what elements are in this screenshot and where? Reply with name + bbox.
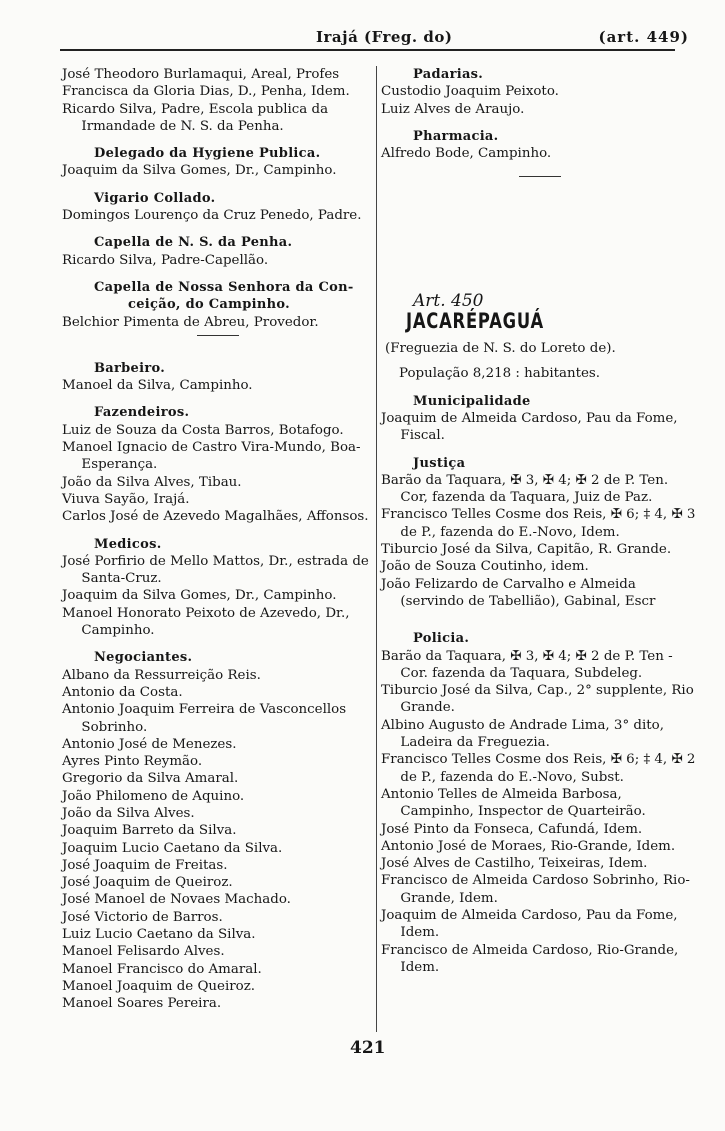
section-heading: Barbeiro. <box>94 360 166 376</box>
entry: João de Souza Coutinho, idem. <box>381 559 589 575</box>
article-label: Art. 450 <box>413 291 484 312</box>
entry: Manoel Soares Pereira. <box>62 996 222 1012</box>
entry: Francisco Telles Cosme dos Reis, ✠ 6; ‡ 4, ✠ 2 de P., fazenda do E.-Novo, Subst. <box>381 752 696 785</box>
entry: Tiburcio José da Silva, Cap., 2° supplente, Rio Grande. <box>381 683 694 716</box>
entry: Barão da Taquara, ✠ 3, ✠ 4; ✠ 2 de P. Ten -Cor. fazenda da Taquara, Subdeleg. <box>381 648 673 681</box>
vigario-entries <box>62 207 374 224</box>
right-column <box>381 66 699 976</box>
population: População 8,218 : habitantes. <box>399 366 601 382</box>
section-heading: Medicos. <box>94 536 162 552</box>
section-heading: Fazendeiros. <box>94 405 190 421</box>
entry: Francisca da Gloria Dias, D., Penha, Idem. <box>62 84 350 100</box>
section-heading: Justiça <box>413 455 466 471</box>
entry: João Felizardo de Carvalho e Almeida (servindo de Tabellião), Gabinal, Escr <box>381 576 656 609</box>
section-rule <box>519 176 561 177</box>
entry: Joaquim da Silva Gomes, Dr., Campinho. <box>62 588 337 604</box>
medicos-entries <box>62 553 374 639</box>
entry: Antonio José de Moraes, Rio-Grande, Idem. <box>381 838 676 854</box>
section-heading: Municipalidade <box>413 393 531 409</box>
entry: Manoel Joaquim de Queiroz. <box>62 978 256 994</box>
header-article-number: (art. 449) <box>598 28 689 46</box>
entry: Antonio José de Menezes. <box>62 736 237 752</box>
capella-conceicao-entries <box>62 314 374 331</box>
entry: Manoel Francisco do Amaral. <box>62 961 262 977</box>
capella-penha-entries <box>62 252 374 269</box>
entry: José Joaquim de Freitas. <box>62 857 228 873</box>
entry: Joaquim de Almeida Cardoso, Pau da Fome, Idem. <box>381 907 678 941</box>
entry: Carlos José de Azevedo Magalhães, Affonsos. <box>62 509 369 525</box>
entry: José Victorio de Barros. <box>62 909 223 925</box>
entry: Joaquim Lucio Caetano da Silva. <box>62 840 283 856</box>
running-header <box>0 26 725 48</box>
municipalidade-entries <box>381 410 699 445</box>
parish-subtitle: (Freguezia de N. S. do Loreto de). <box>385 341 616 357</box>
padarias-entries <box>381 83 699 118</box>
justica-entries <box>381 472 699 610</box>
left-column <box>62 66 374 1013</box>
entry: Albano da Ressurreição Reis. <box>62 667 261 683</box>
entry: Antonio da Costa. <box>62 684 183 700</box>
section-heading: Vigario Collado. <box>94 190 216 206</box>
entry: Francisco de Almeida Cardoso Sobrinho, Rio-Grande, Idem. <box>381 873 690 906</box>
negociantes-entries <box>62 667 374 1013</box>
section-heading: Capella de N. S. da Penha. <box>94 235 293 251</box>
heading-line: ceição, do Campinho. <box>128 297 290 313</box>
entry: José Theodoro Burlamaqui, Areal, Profes <box>62 67 340 82</box>
section-heading <box>62 279 374 314</box>
opening-entries <box>62 66 374 135</box>
entry: José Pinto da Fonseca, Cafundá, Idem. <box>381 821 643 837</box>
entry: Domingos Lourenço da Cruz Penedo, Padre. <box>62 208 362 224</box>
entry: Luiz Alves de Araujo. <box>381 101 525 117</box>
entry: Joaquim Barreto da Silva. <box>62 823 237 839</box>
page-number: 421 <box>350 1038 386 1058</box>
section-heading: Delegado da Hygiene Publica. <box>94 146 321 162</box>
pharmacia-entries <box>381 145 699 162</box>
section-rule <box>197 335 239 336</box>
fazendeiros-entries <box>62 422 374 526</box>
entry: José Joaquim de Queiroz. <box>62 875 233 891</box>
entry: Ayres Pinto Reymão. <box>62 754 203 770</box>
entry: Luiz Lucio Caetano da Silva. <box>62 927 256 943</box>
entry: Manoel Ignacio de Castro Vira-Mundo, Boa-Esperança. <box>62 440 361 473</box>
entry: Luiz de Souza da Costa Barros, Botafogo. <box>62 422 344 438</box>
entry: Ricardo Silva, Padre-Capellão. <box>62 252 269 268</box>
section-heading: Policia. <box>413 631 470 647</box>
policia-entries <box>381 648 699 977</box>
heading-line: Capella de Nossa Senhora da Con- <box>94 279 354 295</box>
section-heading: Negociantes. <box>94 650 193 666</box>
entry: Albino Augusto de Andrade Lima, 3° dito, Ladeira da Freguezia. <box>381 717 664 751</box>
entry: João da Silva Alves, Tibau. <box>62 474 242 490</box>
entry: Viuva Sayão, Irajá. <box>62 491 190 507</box>
running-head: Irajá (Freg. do) <box>316 28 453 46</box>
entry: Barão da Taquara, ✠ 3, ✠ 4; ✠ 2 de P. Ten. Cor, fazenda da Taquara, Juiz de Paz. <box>381 472 669 506</box>
entry: Francisco Telles Cosme dos Reis, ✠ 6; ‡ 4, ✠ 3 de P., fazenda do E.-Novo, Idem. <box>381 507 696 540</box>
parish-title: JACARÉPAGUÁ <box>405 308 544 333</box>
header-rule <box>60 49 675 51</box>
barbeiro-entries <box>62 377 374 394</box>
entry: José Alves de Castilho, Teixeiras, Idem. <box>381 856 648 872</box>
entry: Francisco de Almeida Cardoso, Rio-Grande, Idem. <box>381 942 679 975</box>
entry: Gregorio da Silva Amaral. <box>62 771 239 787</box>
entry: José Manoel de Novaes Machado. <box>62 892 291 908</box>
entry: Tiburcio José da Silva, Capitão, R. Grande. <box>381 542 672 558</box>
entry: Belchior Pimenta de Abreu, Provedor. <box>62 314 319 330</box>
delegado-entries <box>62 162 374 179</box>
column-divider <box>376 66 377 1032</box>
entry: Antonio Telles de Almeida Barbosa, Campinho, Inspector de Quarteirão. <box>381 786 646 820</box>
section-heading: Pharmacia. <box>413 128 499 144</box>
section-heading: Padarias. <box>413 67 484 82</box>
entry: Manoel da Silva, Campinho. <box>62 378 253 394</box>
entry: Alfredo Bode, Campinho. <box>381 146 552 162</box>
entry: Custodio Joaquim Peixoto. <box>381 84 559 100</box>
entry: Manoel Honorato Peixoto de Azevedo, Dr., Campinho. <box>62 605 350 639</box>
entry: Ricardo Silva, Padre, Escola publica da Irmandade de N. S. da Penha. <box>62 101 329 134</box>
entry: Joaquim de Almeida Cardoso, Pau da Fome, Fiscal. <box>381 410 678 444</box>
entry: João Philomeno de Aquino. <box>62 788 245 804</box>
entry: Joaquim da Silva Gomes, Dr., Campinho. <box>62 163 337 179</box>
entry: Manoel Felisardo Alves. <box>62 944 225 960</box>
entry: João da Silva Alves. <box>62 805 195 821</box>
entry: Antonio Joaquim Ferreira de Vasconcellos Sobrinho. <box>62 702 347 735</box>
entry: José Porfirio de Mello Mattos, Dr., estrada de Santa-Cruz. <box>62 553 369 587</box>
